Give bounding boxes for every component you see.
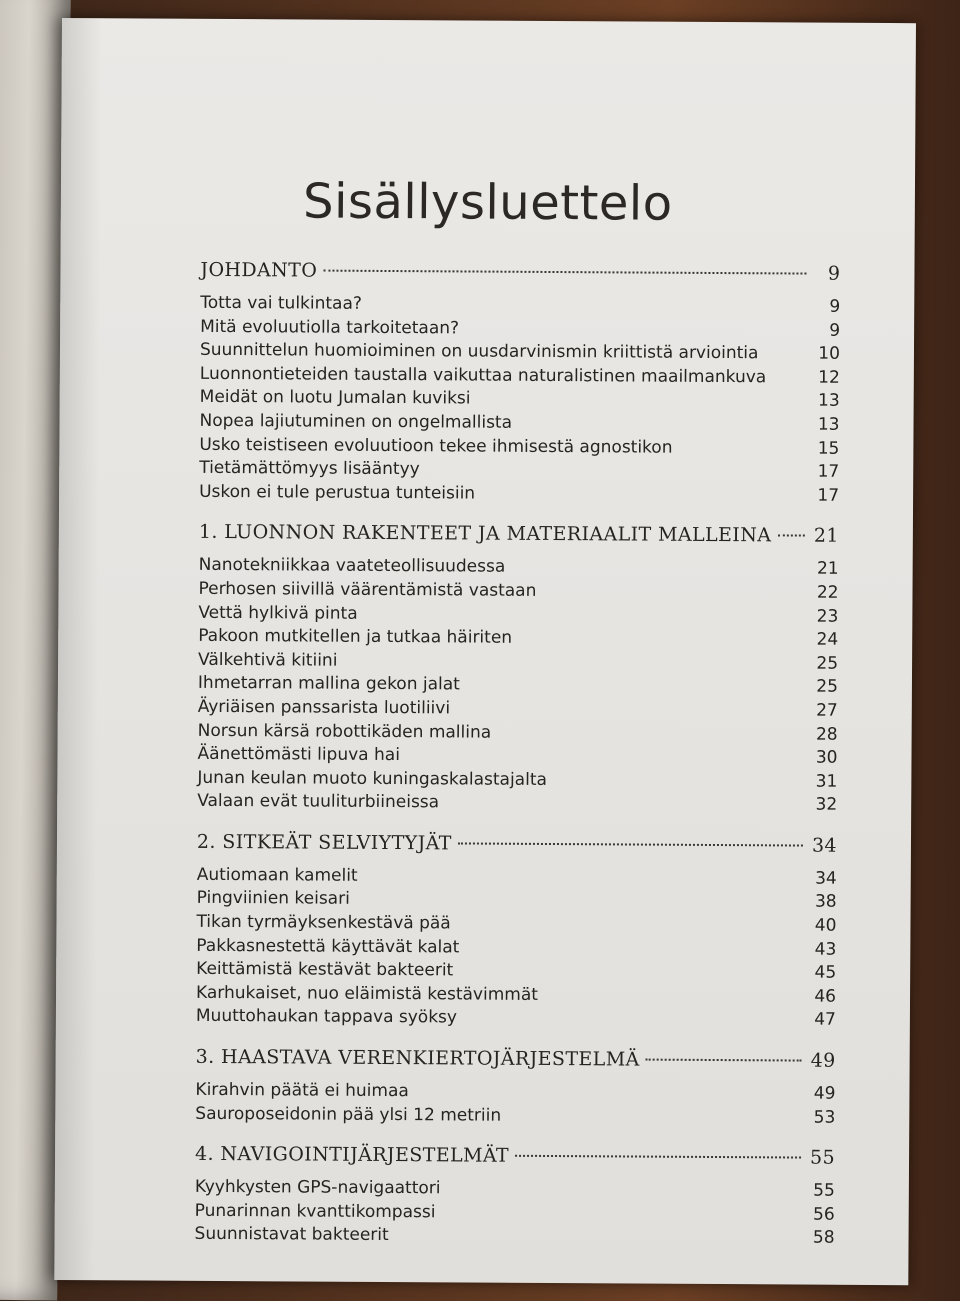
entry-title: Luonnontieteiden taustalla vaikuttaa naturalistinen maailmankuva	[199, 363, 767, 388]
entry-page-number: 25	[816, 653, 839, 674]
entry-title: Mitä evoluutiolla tarkoitetaan?	[200, 316, 460, 339]
entry-page-number: 45	[814, 962, 837, 983]
entry-title: Äyriäisen panssarista luotiliivi	[197, 696, 451, 719]
entry-title: Meidät on luotu Jumalan kuviksi	[199, 387, 471, 409]
entry-page-number: 49	[813, 1083, 836, 1104]
entry-page-number: 23	[816, 606, 839, 627]
entry-title: Karhukaiset, nuo eläimistä kestävimmät	[195, 982, 539, 1005]
dot-leader	[777, 535, 804, 537]
entry-title: Keittämistä kestävät bakteerit	[196, 959, 454, 981]
section-heading-label: 3. HAASTAVA VERENKIERTOJÄRJESTELMÄ	[195, 1045, 640, 1071]
entry-page-number: 53	[813, 1107, 836, 1128]
entry-page-number: 58	[812, 1228, 835, 1249]
section-page-number: 9	[827, 262, 841, 285]
entry-page-number: 28	[815, 724, 838, 745]
entry-page-number: 24	[816, 629, 839, 650]
entry-page-number: 43	[814, 939, 837, 960]
entry-title: Punarinnan kvanttikompassi	[194, 1200, 436, 1223]
entry-page-number: 55	[813, 1180, 835, 1201]
page-title: Sisällysluettelo	[302, 173, 673, 232]
entry-page-number: 46	[814, 986, 837, 1007]
section-page-number: 55	[809, 1146, 836, 1169]
dot-leader	[515, 1155, 801, 1159]
entry-title: Tikan tyrmäyksenkestävä pää	[196, 911, 451, 934]
entry-title: Pingviinien keisari	[196, 888, 350, 910]
toc-section-heading	[195, 1143, 835, 1181]
entry-title: Suunnistavat bakteerit	[194, 1224, 389, 1246]
entry-page-number: 47	[814, 1010, 836, 1031]
section-page-number: 49	[810, 1049, 836, 1072]
entry-title: Totta vai tulkintaa?	[200, 292, 363, 314]
entry-page-number: 27	[816, 700, 838, 721]
entry-title: Nanotekniikkaa vaateteollisuudessa	[198, 555, 506, 578]
entry-title: Suunnittelun huomioiminen on uusdarvinismin kriittistä arviointia	[199, 340, 759, 364]
toc-section-heading	[199, 521, 839, 559]
entry-page-number: 38	[814, 892, 837, 913]
entry-title: Usko teistiseen evoluutioon tekee ihmisestä agnostikon	[199, 434, 673, 458]
toc-section	[194, 1143, 835, 1252]
book-page	[54, 18, 916, 1285]
entry-page-number: 30	[815, 747, 838, 768]
toc-section	[199, 259, 840, 509]
section-heading-label: 1. LUONNON RAKENTEET JA MATERIAALIT MALLEINA	[198, 521, 772, 547]
toc-section-heading	[196, 1046, 836, 1084]
entry-title: Valaan evät tuuliturbiineissa	[197, 791, 440, 813]
section-page-number: 34	[811, 834, 838, 857]
toc-entry	[199, 482, 839, 510]
entry-title: Ihmetarran mallina gekon jalat	[197, 673, 460, 695]
toc-section-heading	[197, 831, 837, 869]
entry-title: Kyyhkysten GPS-navigaattori	[194, 1177, 441, 1199]
entry-title: Tietämättömyys lisääntyy	[199, 458, 420, 480]
dot-leader	[458, 842, 803, 846]
entry-page-number: 13	[817, 391, 840, 412]
entry-page-number: 13	[817, 414, 840, 435]
entry-title: Uskon ei tule perustua tunteisiin	[199, 481, 476, 504]
entry-page-number: 31	[815, 771, 838, 792]
entry-page-number: 34	[815, 868, 837, 889]
entry-page-number: 40	[814, 915, 837, 936]
toc-entry	[196, 1006, 836, 1034]
entry-title: Norsun kärsä robottikäden mallina	[197, 720, 492, 743]
toc-section-heading	[200, 259, 840, 297]
entry-page-number: 56	[813, 1204, 835, 1225]
entry-title: Pakoon mutkitellen ja tutkaa häiriten	[198, 625, 513, 648]
section-heading-label: JOHDANTO	[200, 258, 318, 282]
entry-title: Nopea lajiutuminen on ongelmallista	[199, 410, 513, 433]
toc-entry	[195, 1103, 835, 1131]
entry-page-number: 22	[816, 582, 839, 603]
entry-title: Välkehtivä kitiini	[198, 649, 338, 671]
entry-title: Perhosen siivillä väärentämistä vastaan	[198, 578, 537, 601]
section-heading-label: 4. NAVIGOINTIJÄRJESTELMÄT	[194, 1143, 510, 1167]
toc-entry	[194, 1224, 834, 1252]
entry-title: Kirahvin päätä ei huimaa	[195, 1079, 409, 1102]
toc-section	[195, 1046, 835, 1131]
entry-page-number: 25	[816, 676, 838, 698]
section-heading-label: 2. SITKEÄT SELVIYTYJÄT	[196, 830, 452, 855]
entry-page-number: 10	[818, 343, 841, 364]
entry-page-number: 32	[815, 794, 838, 816]
entry-page-number: 15	[817, 438, 840, 459]
entry-title: Vettä hylkivä pinta	[198, 602, 358, 624]
dot-leader	[323, 270, 806, 275]
entry-title: Autiomaan kamelit	[196, 864, 358, 886]
toc-section	[197, 521, 839, 818]
entry-page-number: 9	[829, 320, 841, 341]
toc-entry	[197, 791, 837, 819]
toc-section	[196, 831, 837, 1034]
section-page-number: 21	[813, 524, 839, 548]
entry-title: Junan keulan muoto kuningaskalastajalta	[197, 767, 548, 790]
entry-page-number: 12	[818, 367, 840, 388]
table-of-contents	[194, 259, 840, 1268]
entry-page-number: 9	[829, 296, 841, 317]
dot-leader	[646, 1059, 802, 1062]
entry-page-number: 17	[817, 485, 840, 506]
entry-title: Pakkasnestettä käyttävät kalat	[196, 935, 460, 958]
entry-title: Äänettömästi lipuva hai	[197, 743, 401, 766]
entry-page-number: 17	[817, 461, 840, 482]
entry-title: Sauroposeidonin pää ylsi 12 metriin	[195, 1103, 502, 1126]
entry-title: Muuttohaukan tappava syöksy	[195, 1006, 458, 1028]
entry-page-number: 21	[816, 558, 839, 580]
